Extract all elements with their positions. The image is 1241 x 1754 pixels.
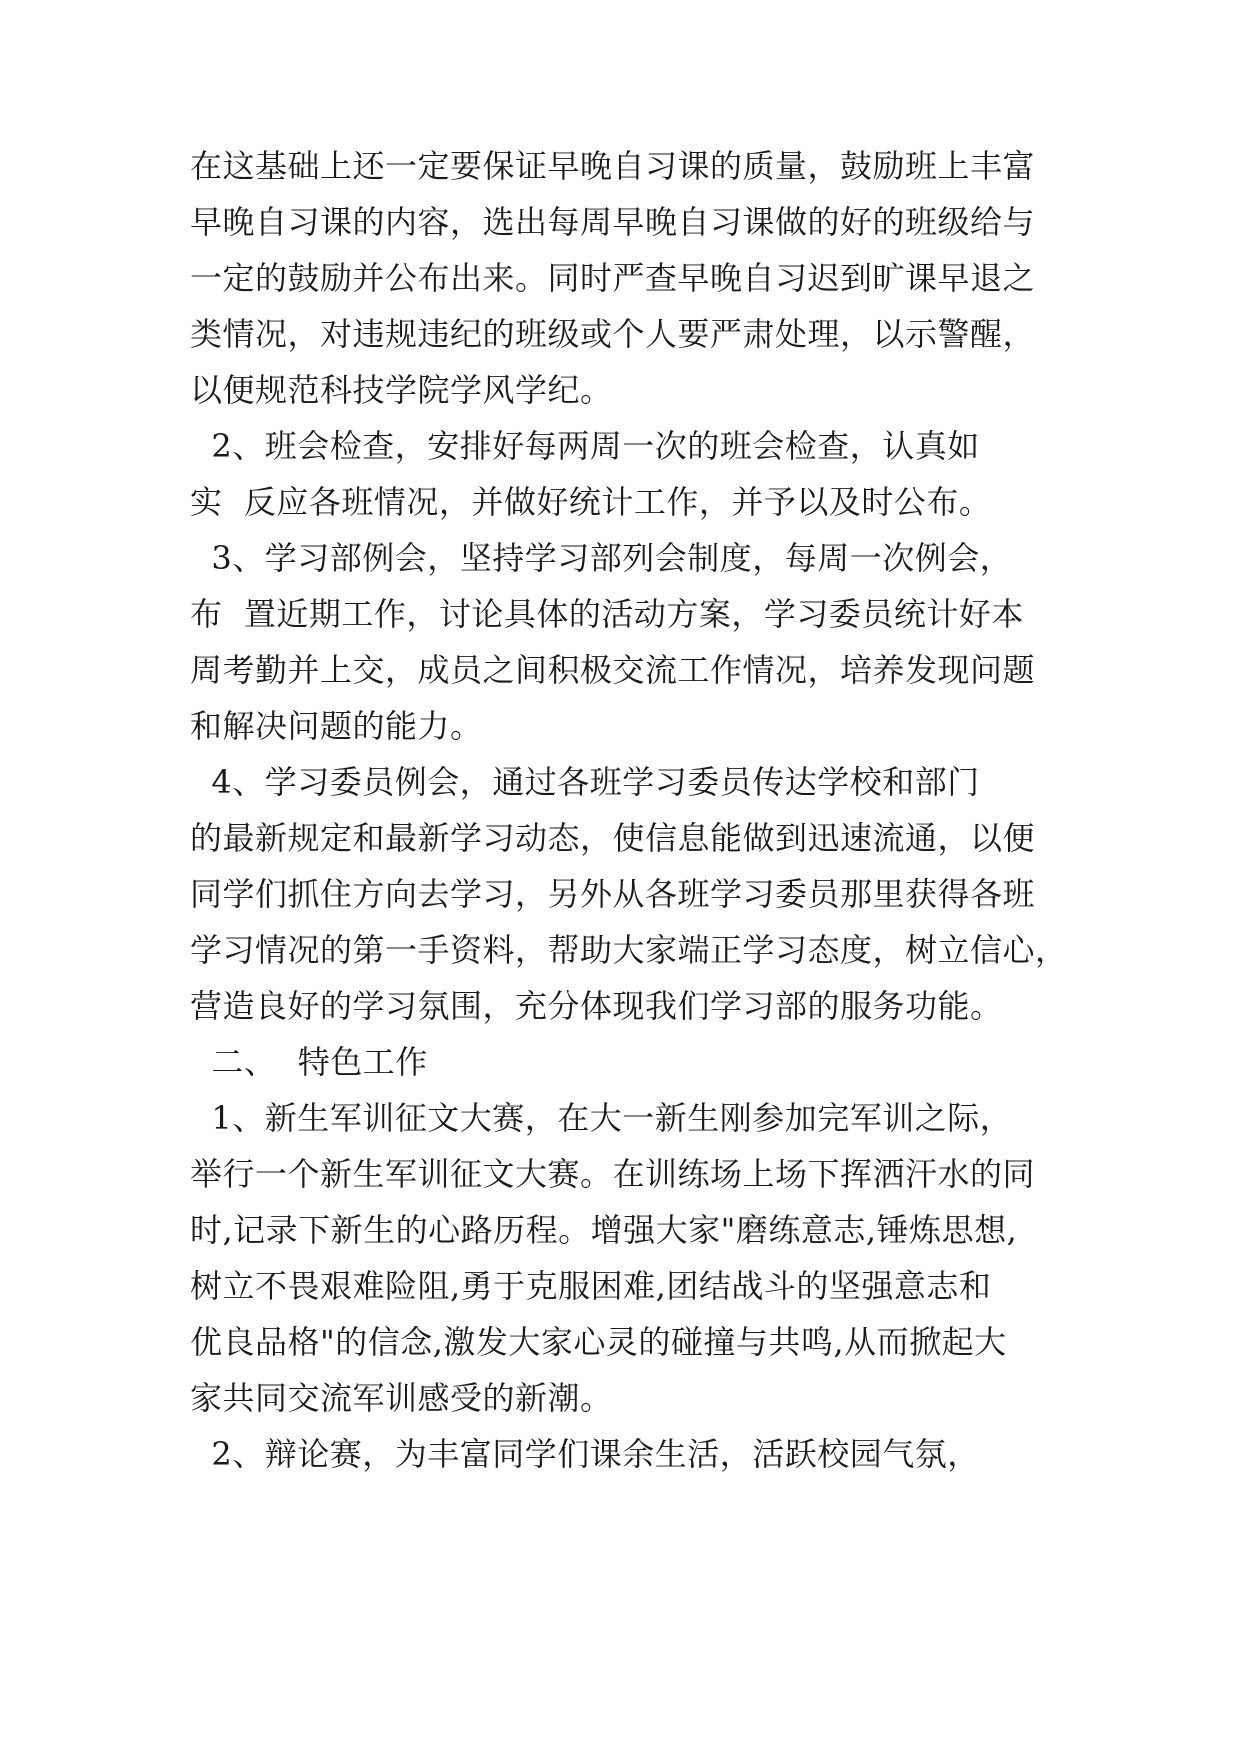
text-line: 优良品格"的信念,激发大家心灵的碰撞与共鸣,从而掀起大: [190, 1323, 1007, 1361]
text-line: 家共同交流军训感受的新潮。: [190, 1379, 613, 1417]
text-line: 时,记录下新生的心路历程。增强大家"磨练意志,锤炼思想,: [190, 1211, 1018, 1249]
text-line: 学习情况的第一手资料，帮助大家端正学习态度，树立信心，: [190, 931, 1068, 969]
text-line: 布 置近期工作，讨论具体的活动方案，学习委员统计好本: [190, 595, 1024, 633]
text-line: 类情况，对违规违纪的班级或个人要严肃处理，以示警醒，: [190, 315, 1036, 353]
text-line: 在这基础上还一定要保证早晚自习课的质量，鼓励班上丰富: [190, 147, 1036, 185]
text-line: 3、学习部例会，坚持学习部列会制度，每周一次例会，: [190, 539, 1013, 577]
text-line: 2、辩论赛，为丰富同学们课余生活，活跃校园气氛，: [190, 1435, 980, 1473]
text-line: 举行一个新生军训征文大赛。在训练场上场下挥洒汗水的同: [190, 1155, 1036, 1193]
text-line: 二、 特色工作: [190, 1043, 428, 1081]
text-line: 营造良好的学习氛围，充分体现我们学习部的服务功能。: [190, 987, 1003, 1025]
text-line: 1、新生军训征文大赛，在大一新生刚参加完军训之际，: [190, 1099, 1013, 1137]
text-line: 同学们抓住方向去学习，另外从各班学习委员那里获得各班: [190, 875, 1036, 913]
text-line: 以便规范科技学院学风学纪。: [190, 371, 613, 409]
text-line: 周考勤并上交，成员之间积极交流工作情况，培养发现问题: [190, 651, 1036, 689]
text-line: 4、学习委员例会，通过各班学习委员传达学校和部门: [190, 763, 980, 801]
text-line: 实 反应各班情况，并做好统计工作，并予以及时公布。: [190, 483, 992, 521]
text-line: 2、班会检查，安排好每两周一次的班会检查，认真如: [190, 427, 980, 465]
text-line: 和解决问题的能力。: [190, 707, 483, 745]
text-line: 的最新规定和最新学习动态，使信息能做到迅速流通，以便: [190, 819, 1036, 857]
text-line: 一定的鼓励并公布出来。同时严查早晚自习迟到旷课早退之: [190, 259, 1036, 297]
text-line: 早晚自习课的内容，选出每周早晚自习课做的好的班级给与: [190, 203, 1036, 241]
text-line: 树立不畏艰难险阻,勇于克服困难,团结战斗的坚强意志和: [190, 1267, 992, 1305]
